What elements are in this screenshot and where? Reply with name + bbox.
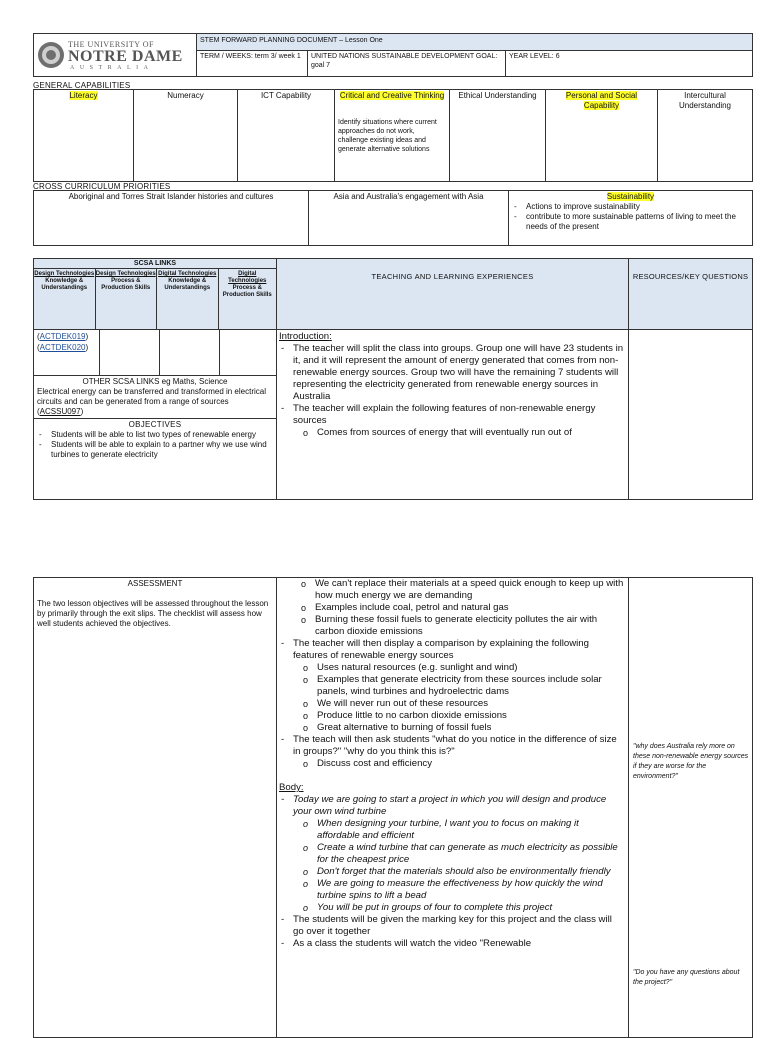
list-item: - Students will be able to list two types of renewable energy: [37, 430, 273, 440]
other-scsa-title: OTHER SCSA LINKS eg Maths, Science: [82, 377, 228, 386]
critical-thinking-label: Critical and Creative Thinking: [339, 91, 445, 100]
capability-personal-social: Personal and Social Capability: [546, 90, 658, 182]
objectives: [34, 419, 276, 461]
logo-bottom-text: AUSTRALIA: [70, 65, 154, 71]
capability-numeracy: Numeracy: [134, 90, 238, 182]
objectives-title: OBJECTIVES: [128, 420, 182, 429]
critical-thinking-note: Identify situations where current approaches do not work, challenge existing ideas and generate alternative solutions: [338, 119, 437, 153]
code-actdek020[interactable]: ACTDEK020: [39, 343, 86, 352]
other-scsa-text: Electrical energy can be transferred and transformed in electrical circuits and can be generated from a range of sources: [37, 387, 266, 406]
scsa-header-cell: [34, 259, 277, 330]
list-item: o We are going to measure the effectiveness by how quickly the wind turbine spins to lift a bead: [293, 878, 624, 902]
list-item: o Examples that generate electricity from these sources include solar panels, wind turbines and hydroelectric dams: [293, 674, 624, 698]
list-item: o Create a wind turbine that can generate as much electricity as possible for the cheapest price: [293, 842, 624, 866]
term-weeks: TERM / WEEKS: term 3/ week 1: [197, 51, 308, 77]
list-item: - Actions to improve sustainability: [512, 202, 749, 212]
list-item: - As a class the students will watch the video "Renewable: [279, 938, 624, 950]
list-item: o Don't forget that the materials should also be environmentally friendly: [293, 866, 624, 878]
main-table-page2: [33, 577, 753, 1038]
list-item: - The teach will then ask students "what do you notice in the difference of size in groups?" "why do you think this is?" o Discuss cost and efficiency: [279, 734, 624, 770]
resources-content-1: [629, 330, 753, 500]
list-item: o You will be put in groups of four to complete this project: [293, 902, 624, 914]
logo-cell: [34, 34, 197, 77]
list-item: - contribute to more sustainable patterns of living to meet the needs of the present: [512, 212, 749, 232]
body-label: Body:: [279, 782, 304, 793]
scsa-col-1: Design Technologies Knowledge & Understandings: [34, 269, 96, 329]
list-item: o Discuss cost and efficiency: [293, 758, 624, 770]
university-logo: [34, 34, 196, 76]
crest-icon: [37, 41, 65, 69]
year-level: YEAR LEVEL: 6: [506, 51, 753, 77]
cc-asia: Asia and Australia's engagement with Asia: [309, 191, 509, 246]
list-item: - The teacher will explain the following features of non-renewable energy sources o Comes from sources of energy that will eventually run out of: [279, 403, 624, 439]
capability-intercultural: Intercultural Understanding: [658, 90, 753, 182]
list-item: o Produce little to no carbon dioxide emissions: [293, 710, 624, 722]
list-item: o We will never run out of these resources: [293, 698, 624, 710]
cross-curriculum-table: [33, 190, 753, 246]
capability-ict: ICT Capability: [238, 90, 335, 182]
teaching-title: TEACHING AND LEARNING EXPERIENCES: [277, 259, 629, 330]
scsa-col-2: Design Technologies Process & Production Skills: [96, 269, 158, 329]
intro-label: Introduction:: [279, 331, 332, 342]
code-actdek019[interactable]: ACTDEK019: [39, 332, 86, 341]
un-goal: UNITED NATIONS SUSTAINABLE DEVELOPMENT GOAL: goal 7: [308, 51, 506, 77]
doc-title: STEM FORWARD PLANNING DOCUMENT – Lesson One: [197, 34, 753, 51]
list-item: - The students will be given the marking key for this project and the class will go over it together: [279, 914, 624, 938]
scsa-content-cell: (ACTDEK019) (ACTDEK020) OTHER SCSA LINKS eg Maths, Science Electrical energy can be transferred and transformed in electrical circuits and can be generated from a range of sources (ACSSU097) OBJECTIVES - Students will be able to list two types of renewable energy - Students will be able to explain to a partner why we use wind turbines to generate electricity: [34, 330, 277, 500]
logo-top-text: THE UNIVERSITY OF: [68, 40, 154, 49]
general-capabilities-table: [33, 89, 753, 182]
scsa-title: SCSA LINKS: [34, 259, 276, 269]
logo-main-text: NOTRE DAME: [68, 48, 183, 65]
list-item: o We can't replace their materials at a speed quick enough to keep up with how much energy we are demanding: [291, 578, 624, 602]
scsa-col-3: Digital Technologies Knowledge & Understandings: [157, 269, 219, 329]
main-table-page1: [33, 258, 753, 500]
list-item: o When designing your turbine, I want you to focus on making it affordable and efficient: [293, 818, 624, 842]
header-table: [33, 33, 753, 77]
sustainability-label: Sustainability: [606, 192, 655, 201]
list-item: - Students will be able to explain to a partner why we use wind turbines to generate electricity: [37, 440, 273, 460]
capability-ethical: Ethical Understanding: [450, 90, 546, 182]
list-item: o Comes from sources of energy that will eventually run out of: [293, 427, 624, 439]
cc-sustainability: [509, 191, 753, 246]
scsa-col-4: Digital Technologies Process & Production Skills: [222, 271, 272, 298]
list-item: o Burning these fossil fuels to generate electicity pollutes the air with carbon dioxide emissions: [291, 614, 624, 638]
other-scsa: OTHER SCSA LINKS eg Maths, Science Electrical energy can be transferred and transformed in electrical circuits and can be generated from a range of sources (ACSSU097): [34, 376, 276, 419]
other-scsa-code: ACSSU097: [39, 407, 81, 416]
list-item: - The teacher will then display a comparison by explaining the following features of renewable energy sources o Uses natural resources (e.g. sunlight and wind) o Examples that generate electricity from these sources include solar panels, wind turbines and hydroelectric dams o We will never run out of these resources o Produce little to no carbon dioxide emissions o Great alternative to burning of fossil fuels: [279, 638, 624, 734]
list-item: o Great alternative to burning of fossil fuels: [293, 722, 624, 734]
list-item: o Uses natural resources (e.g. sunlight and wind): [293, 662, 624, 674]
key-question-1: "why does Australia rely more on these non-renewable energy sources if they are worse for the environment?": [633, 743, 749, 780]
sustainability-list: [512, 202, 749, 232]
general-capabilities-label: GENERAL CAPABILITIES: [33, 81, 131, 90]
resources-content-2: [629, 578, 753, 1038]
capability-critical-thinking: [335, 90, 450, 182]
teaching-content-1: [277, 330, 629, 500]
cc-aboriginal: Aboriginal and Torres Strait Islander histories and cultures: [34, 191, 309, 246]
teaching-content-2: [277, 578, 629, 1038]
cross-curriculum-label: CROSS CURRICULUM PRIORITIES: [33, 182, 171, 191]
objectives-list: [37, 430, 273, 460]
resources-title: RESOURCES/KEY QUESTIONS: [629, 259, 753, 330]
assessment-text: The two lesson objectives will be assessed throughout the lesson by primarily through the exit slips. The checklist will assess how well students achieved the objectives.: [37, 599, 269, 628]
list-item: o Examples include coal, petrol and natural gas: [291, 602, 624, 614]
assessment-title: ASSESSMENT: [127, 579, 183, 588]
capability-literacy: Literacy: [34, 90, 134, 182]
list-item: - The teacher will split the class into groups. Group one will have 23 students in it, and it will represent the amount of energy generated that comes from non-renewable energy sources. Group two will have the remaining 7 students will representing the electricity generated from renewable energy sources in Australia: [279, 343, 624, 403]
key-question-2: "Do you have any questions about the project?": [633, 969, 740, 986]
list-item: - Today we are going to start a project in which you will design and produce your own wind turbine o When designing your turbine, I want you to focus on making it affordable and efficient o Create a wind turbine that can generate as much electricity as possible for the cheapest price o Don't forget that the materials should also be environmentally friendly o We are going to measure the effectiveness by how quickly the wind turbine spins to lift a bead o You will be put in groups of four to complete this project: [279, 794, 624, 914]
assessment-cell: [34, 578, 277, 1038]
